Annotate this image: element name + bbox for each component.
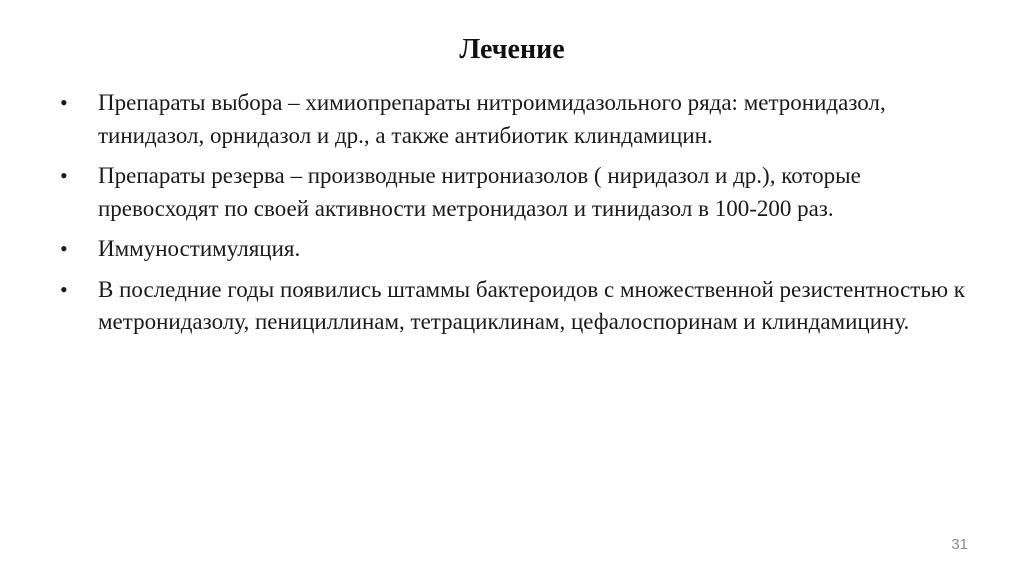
bullet-list	[60, 87, 970, 347]
bullet-dot-icon: •	[60, 90, 68, 115]
bullet-dot-icon: •	[60, 236, 68, 261]
bullet-text-1: Препараты выбора – химиопрепараты нитроимидазольного ряда: метронидазол, тинидазол, орнидазол и др., а также антибиотик клиндамицин.	[98, 90, 886, 148]
bullet-item-2	[60, 160, 970, 225]
bullet-item-3	[60, 233, 970, 266]
bullet-text-2: Препараты резерва – производные нитрониазолов ( ниридазол и др.), которые превосходят по своей активности метронидазол и тинидазол в 100-200 раз.	[98, 163, 861, 221]
bullet-dot-icon: •	[60, 276, 68, 302]
slide-title: Лечение	[459, 34, 565, 65]
bullet-text-4: В последние годы появились штаммы бактероидов с множественной резистентностью к метронидазолу, пенициллинам, тетрациклинам, цефалоспоринам и клиндамицину.	[98, 276, 965, 334]
bullet-item-1	[60, 87, 970, 152]
bullet-dot-icon: •	[60, 163, 68, 188]
bullet-text-3: Иммуностимуляция.	[98, 236, 301, 261]
page-number: 31	[951, 536, 968, 553]
bullet-item-4	[60, 274, 970, 339]
